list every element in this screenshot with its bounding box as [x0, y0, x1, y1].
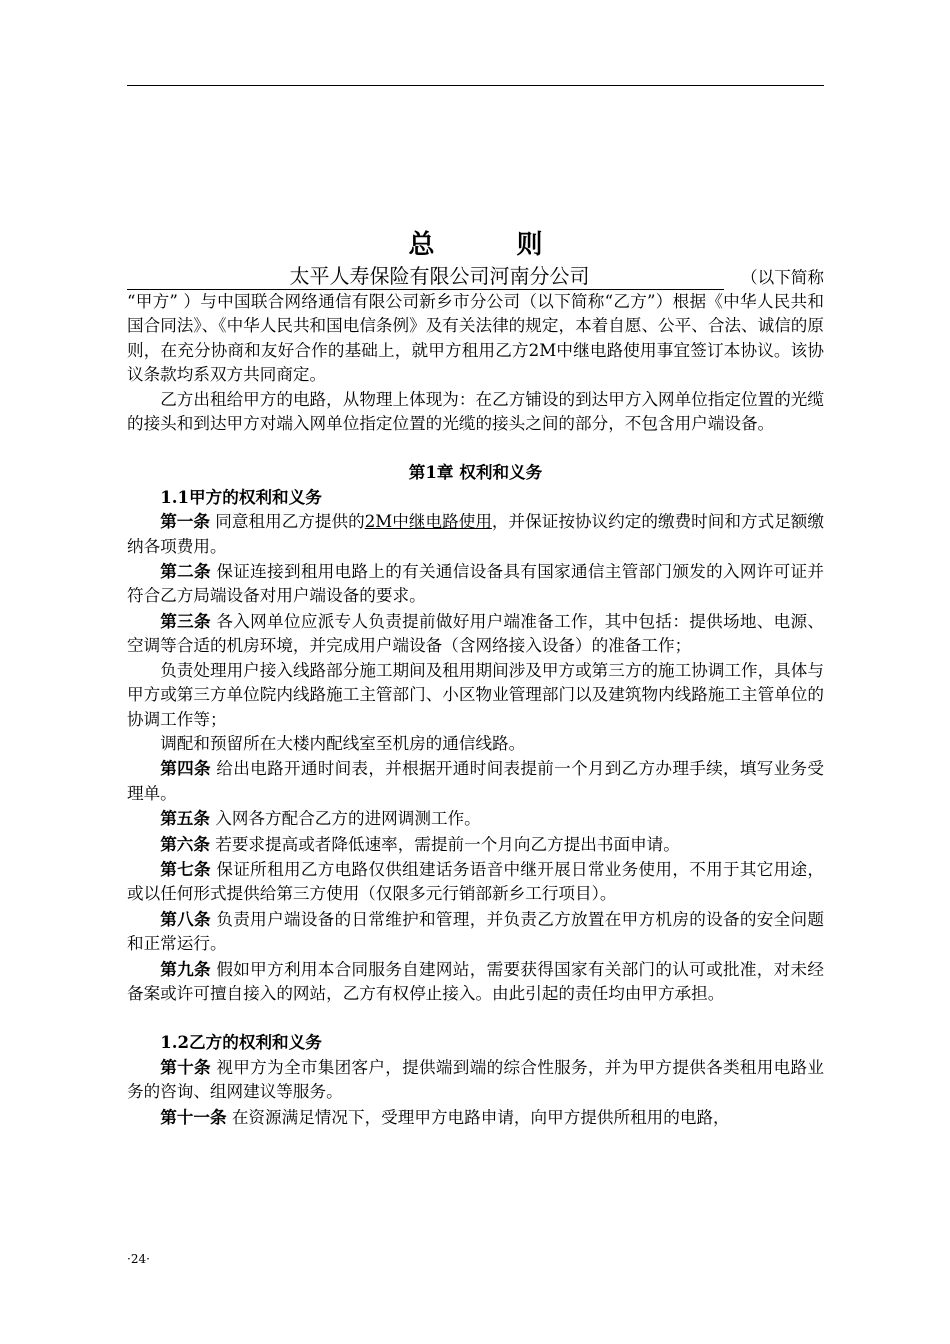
article-text: 同意租用乙方提供的 [210, 512, 365, 532]
page-number: ·24· [127, 1252, 150, 1266]
article-text: 在资源满足情况下，受理甲方电路申请，向甲方提供所租用的电路， [226, 1107, 730, 1127]
article-text: 保证连接到租用电路上的有关通信设备具有国家通信主管部门颁发的入网许可证并符合乙方局端设备对用户端设备的要求。 [127, 562, 824, 606]
article-text: 保证所租用乙方电路仅供组建话务语音中继开展日常业务使用，不用于其它用途，或以任何形式提供给第三方使用（仅限多元行销部新乡工行项目）。 [127, 859, 824, 904]
spacer [127, 1006, 824, 1030]
article-label: 第十条 [160, 1056, 211, 1077]
intro-paragraph-2: 乙方出租给甲方的电路，从物理上体现为：在乙方铺设的到达甲方入网单位指定位置的光缆的接头和到达甲方对端入网单位指定位置的光缆的接头之间的部分，不包含用户端设备。 [127, 389, 824, 434]
article-label: 第六条 [160, 833, 210, 854]
article-text: 负责用户端设备的日常维护和管理，并负责乙方放置在甲方机房的设备的安全问题和正常运行。 [127, 909, 824, 954]
article-text: 若要求提高或者降低速率，需提前一个月向乙方提出书面申请。 [209, 834, 680, 854]
article-label: 第一条 [160, 511, 210, 532]
page-title: 总 则 [408, 230, 571, 260]
article-2 [127, 559, 824, 609]
party-a-suffix: （以下简称 [741, 267, 824, 287]
header-rule [127, 85, 824, 86]
article-label: 第三条 [160, 610, 211, 631]
article-8 [127, 907, 824, 957]
article-text: 假如甲方利用本合同服务自建网站，需要获得国家有关部门的认可或批准，对未经备案或许可擅自接入的网站，乙方有权停止接入。由此引起的责任均由甲方承担。 [127, 959, 824, 1003]
article-label: 第七条 [160, 858, 211, 879]
article-1 [127, 509, 824, 559]
article-10 [127, 1055, 824, 1105]
article-label: 第九条 [160, 958, 211, 979]
chapter-heading: 第1章 权利和义务 [408, 462, 543, 483]
article-label: 第八条 [160, 908, 211, 929]
article-3 [127, 609, 824, 659]
article-label: 第四条 [160, 758, 211, 779]
article-text: 给出电路开通时间表，并根据开通时间表提前一个月到乙方办理手续，填写业务受理单。 [127, 759, 824, 803]
article-6 [127, 832, 824, 857]
article-label: 第二条 [160, 561, 211, 582]
article-7 [127, 857, 824, 907]
article-text: 各入网单位应派专人负责提前做好用户端准备工作，其中包括：提供场地、电源、空调等合适的机房环境，并完成用户端设备（含网络接入设备）的准备工作； [127, 611, 824, 656]
article-label: 第十一条 [160, 1106, 227, 1127]
underlined-term: 2M中继电路使用 [364, 512, 492, 532]
section-heading-1-1: 1.1甲方的权利和义务 [160, 486, 322, 507]
article-text: ，并保证按协议约定的缴费时间和方式足额缴纳各项费用。 [127, 512, 824, 556]
intro-paragraph-1: “甲方” ）与中国联合网络通信有限公司新乡市分公司（以下简称“乙方”）根据《中华人民共和国合同法》、《中华人民共和国电信条例》及有关法律的规定，本着自愿、公平、合法、诚信的原则，在充分协商和友好合作的基础上，就甲方租用乙方2M中继电路使用事宜签订本协议。该协议条款均系双方共同商定。 [127, 292, 824, 385]
article-text: 入网各方配合乙方的进网调测工作。 [209, 809, 481, 829]
section-heading-1-2: 1.2乙方的权利和义务 [160, 1032, 322, 1053]
article-4 [127, 756, 824, 806]
party-a-line [127, 263, 824, 290]
article-label: 第五条 [160, 808, 210, 829]
article-3-paragraph-2: 负责处理用户接入线路部分施工期间及租用期间涉及甲方或第三方的施工协调工作，具体与甲方或第三方单位院内线路施工主管部门、小区物业管理部门以及建筑物内线路施工主管单位的协调工作等； [127, 660, 824, 729]
document-body [127, 225, 824, 1130]
article-3-paragraph-3: 调配和预留所在大楼内配线室至机房的通信线路。 [160, 733, 526, 753]
article-11 [127, 1105, 824, 1130]
party-a-name: 太平人寿保险有限公司河南分公司 [127, 263, 724, 290]
article-text: 视甲方为全市集团客户，提供端到端的综合性服务，并为甲方提供各类租用电路业务的咨询、组网建议等服务。 [127, 1057, 824, 1102]
article-5 [127, 806, 824, 831]
article-9 [127, 957, 824, 1007]
